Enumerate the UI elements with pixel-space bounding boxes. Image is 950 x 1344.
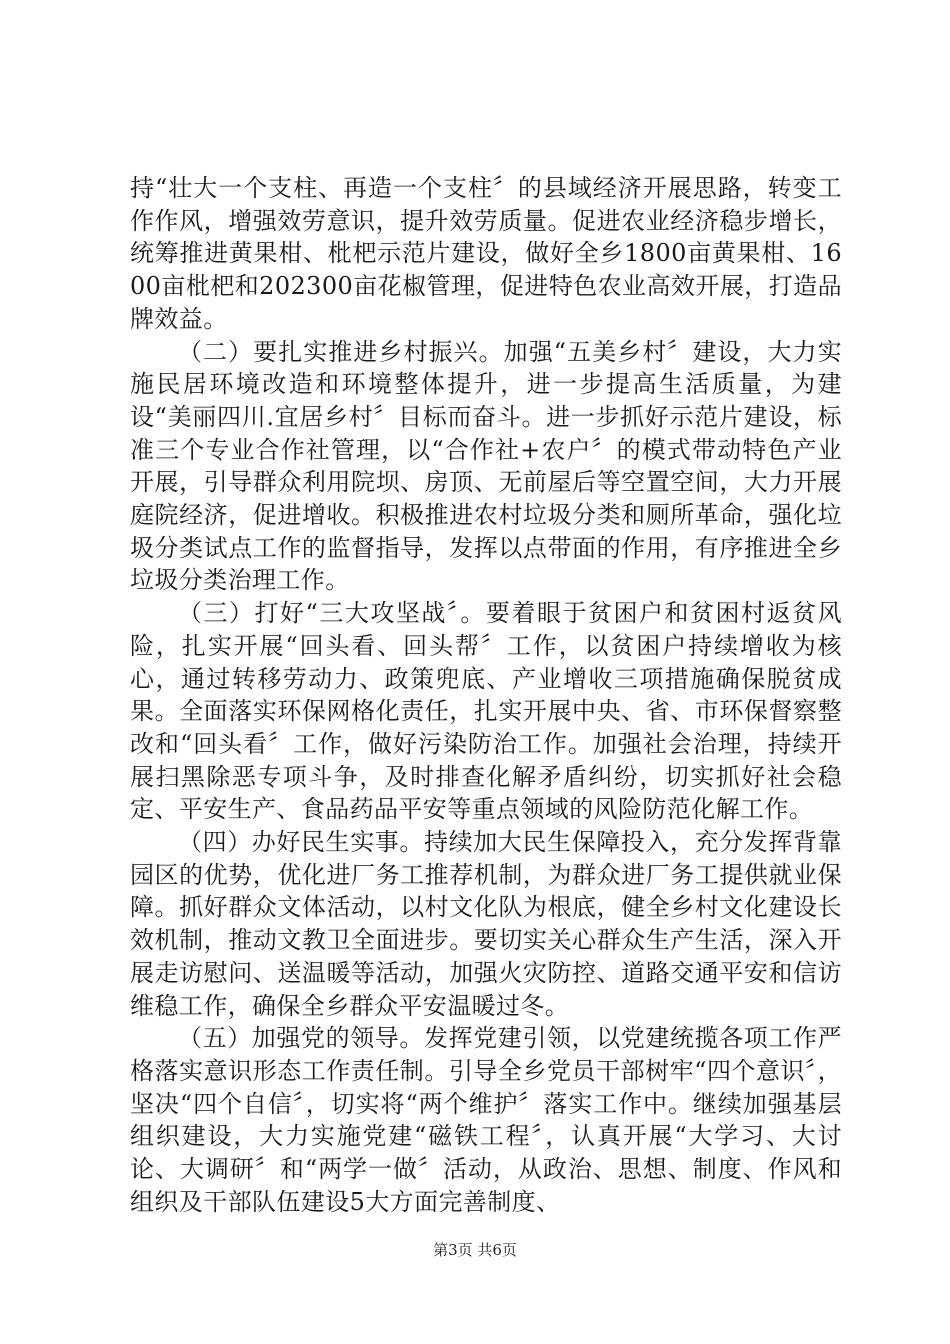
- paragraph-three-battles: （三）打好“三大攻坚战〞。要着眼于贫困户和贫困村返贫风险，扎实开展“回头看、回头帮〞工作，以贫困户持续增收为核心，通过转移劳动力、政策兜底、产业增收三项措施确保脱贫成果。全面落实环保网格化责任，扎实开展中央、省、市环保督察整改和“回头看〞工作，做好污染防治工作。加强社会治理，持续开展扫黑除恶专项斗争，及时排查化解矛盾纠纷，切实抓好社会稳定、平安生产、食品药品平安等重点领域的风险防范化解工作。: [130, 599, 842, 824]
- paragraph-livelihood: （四）办好民生实事。持续加大民生保障投入，充分发挥背靠园区的优势，优化进厂务工推荐机制，为群众进厂务工提供就业保障。抓好群众文体活动，以村文化队为根底，健全乡村文化建设长效机制，推动文教卫全面进步。要切实关心群众生产生活，深入开展走访慰问、送温暖等活动，加强火灾防控、道路交通平安和信访维稳工作，确保全乡群众平安温暖过冬。: [130, 828, 842, 1020]
- document-body: [130, 172, 842, 1219]
- page-number-footer: 第3页 共6页: [433, 1241, 517, 1259]
- paragraph-continued: 持“壮大一个支柱、再造一个支柱〞的县域经济开展思路，转变工作作风，增强效劳意识，提升效劳质量。促进农业经济稳步增长，统筹推进黄果柑、枇杷示范片建设，做好全乡1800亩黄果柑、1600亩枇杷和202300亩花椒管理，促进特色农业高效开展，打造品牌效益。: [130, 174, 842, 333]
- paragraph-party-leadership: （五）加强党的领导。发挥党建引领，以党建统揽各项工作严格落实意识形态工作责任制。引导全乡党员干部树牢“四个意识〞，坚决“四个自信〞，切实将“两个维护〞落实工作中。继续加强基层组织建设，大力实施党建“磁铁工程〞，认真开展“大学习、大讨论、大调研〞和“两学一做〞活动，从政治、思想、制度、作风和组织及干部队伍建设5大方面完善制度、: [130, 1024, 842, 1216]
- paragraph-rural-revitalization: （二）要扎实推进乡村振兴。加强“五美乡村〞建设，大力实施民居环境改造和环境整体提升，进一步提高生活质量，为建设“美丽四川.宜居乡村〞目标而奋斗。进一步抓好示范片建设，标准三个专业合作社管理，以“合作社+农户〞的模式带动特色产业开展，引导群众利用院坝、房顶、无前屋后等空置空间，大力开展庭院经济，促进增收。积极推进农村垃圾分类和厕所革命，强化垃圾分类试点工作的监督指导，发挥以点带面的作用，有序推进全乡垃圾分类治理工作。: [130, 337, 842, 595]
